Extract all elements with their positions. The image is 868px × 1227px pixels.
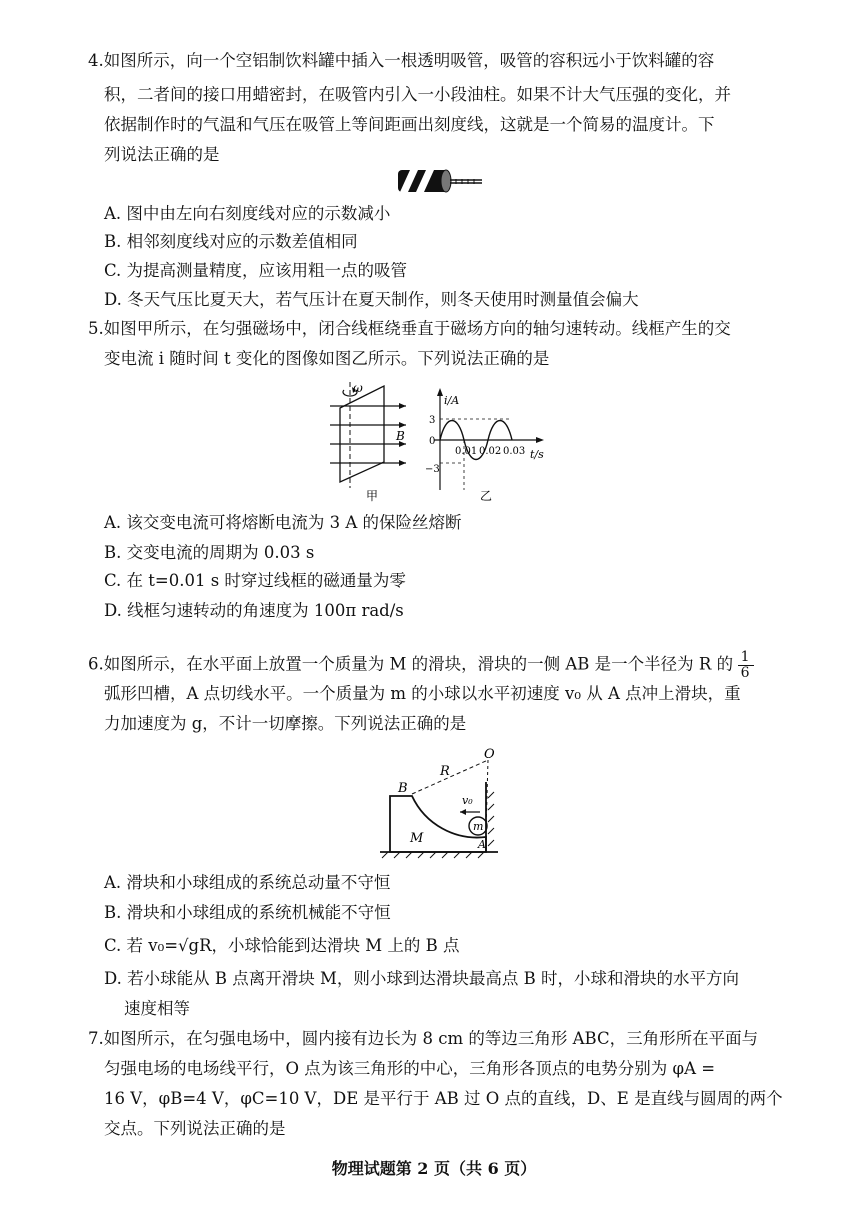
page-footer: 物理试题第 2 页（共 6 页） [331,1159,537,1178]
q7-stem-line-1: 7.如图所示，在匀强电场中，圆内接有边长为 8 cm 的等边三角形 ABC，三角形所在平面与 [88,1029,759,1048]
q6-option-d: D. 若小球能从 B 点离开滑块 M，则小球到达滑块最高点 B 时，小球和滑块的水平方向 [104,969,740,988]
label-jia: 甲 [366,489,379,503]
q6-option-d-continued: 速度相等 [124,999,190,1018]
ball-m-label: m [473,820,484,833]
y-axis-label: i/A [444,394,460,407]
q4-option-d: D. 冬天气压比夏天大，若气压计在夏天制作，则冬天使用时测量值会偏大 [104,290,639,309]
tick-0-03: 0.03 [503,446,526,457]
q5-stem-line-2: 变电流 i 随时间 t 变化的图像如图乙所示。下列说法正确的是 [104,349,550,368]
q6-option-a: A. 滑块和小球组成的系统总动量不守恒 [104,873,391,892]
tick-0-02: 0.02 [479,446,502,457]
slider-ball-figure [380,742,530,864]
q6-stem-line-2: 弧形凹槽，A 点切线水平。一个质量为 m 的小球以水平初速度 v₀ 从 A 点冲上滑块，重 [104,684,741,703]
point-a-label: A [478,838,486,851]
q4-option-b: B. 相邻刻度线对应的示数差值相同 [104,232,358,251]
q4-stem-line-2: 积，二者间的接口用蜡密封，在吸管内引入一小段油柱。如果不计大气压强的变化，并 [104,85,731,104]
q5-option-a: A. 该交变电流可将熔断电流为 3 A 的保险丝熔断 [104,513,462,532]
q6-option-b: B. 滑块和小球组成的系统机械能不守恒 [104,903,391,922]
tick-0-01: 0.01 [455,446,478,457]
current-time-graph [425,388,544,503]
thermometer-can-figure [396,166,486,196]
q4-stem-line-3: 依据制作时的气温和气压在吸管上等间距画出刻度线，这就是一个简易的温度计。下 [104,115,715,134]
q7-stem-line-3: 16 V，φB=4 V，φC=10 V，DE 是平行于 AB 过 O 点的直线，D、E 是直线与圆周的两个 [104,1089,783,1108]
point-o-label: O [484,747,495,762]
q5-option-c: C. 在 t=0.01 s 时穿过线框的磁通量为零 [104,571,406,590]
field-b-label: B [396,429,405,443]
y-zero-label: 0 [429,436,436,447]
v0-label: v₀ [462,794,473,807]
slider-m-label: M [410,831,424,846]
y-max-label: 3 [429,415,436,426]
q4-option-c: C. 为提高测量精度，应该用粗一点的吸管 [104,261,408,280]
label-yi: 乙 [480,489,493,503]
q5-stem-line-1: 5.如图甲所示，在匀强磁场中，闭合线框绕垂直于磁场方向的轴匀速转动。线框产生的交 [88,319,731,338]
q5-option-b: B. 交变电流的周期为 0.03 s [104,543,315,562]
q7-stem-line-4: 交点。下列说法正确的是 [104,1119,286,1138]
q7-stem-line-2: 匀强电场的电场线平行，O 点为该三角形的中心，三角形各顶点的电势分别为 φA = [104,1059,716,1078]
q5-option-d: D. 线框匀速转动的角速度为 100π rad/s [104,601,404,620]
q4-stem-line-1: 4.如图所示，向一个空铝制饮料罐中插入一根透明吸管，吸管的容积远小于饮料罐的容 [88,51,715,70]
point-b-label: B [398,781,408,796]
q6-stem-line-3: 力加速度为 g，不计一切摩擦。下列说法正确的是 [104,714,467,733]
q6-stem-line-1-text: 6.如图所示，在水平面上放置一个质量为 M 的滑块，滑块的一侧 AB 是一个半径为 R 的 [88,654,734,674]
x-axis-label: t/s [530,448,544,461]
q6-option-c: C. 若 v₀=√gR，小球恰能到达滑块 M 上的 B 点 [104,936,460,955]
coil-in-field-diagram [330,381,406,503]
q6-stem-line-1 [88,650,753,680]
q4-stem-line-4: 列说法正确的是 [104,145,220,164]
radius-r-label: R [440,764,450,779]
y-min-label: −3 [425,464,440,475]
q5-figure [322,378,558,506]
q4-option-a: A. 图中由左向右刻度线对应的示数减小 [104,204,391,223]
omega-label: ω [353,381,363,395]
one-sixth-fraction: $\frac{1}{6}$ [737,650,753,680]
